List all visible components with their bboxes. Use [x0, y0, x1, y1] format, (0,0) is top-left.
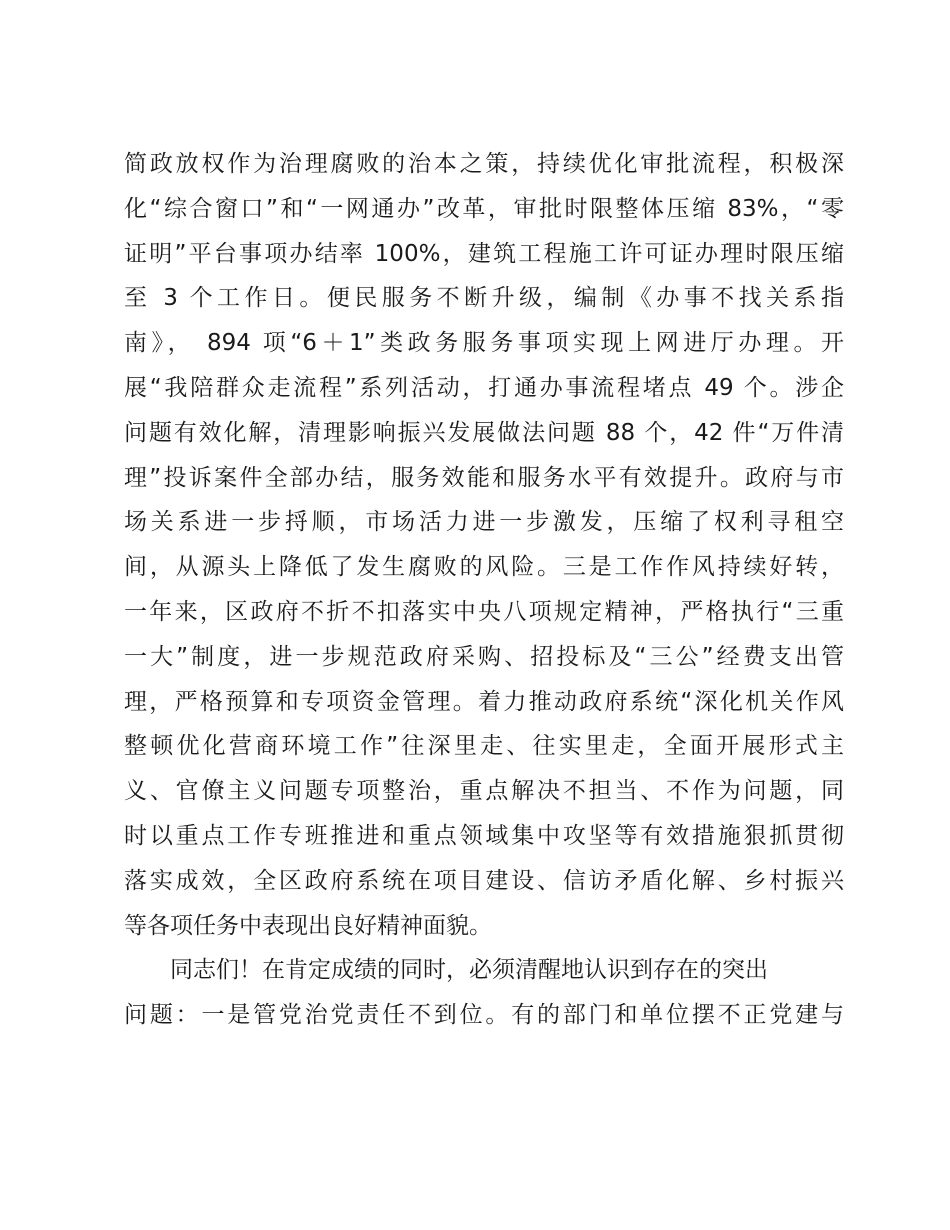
text-line: 时以重点工作专班推进和重点领域集中攻坚等有效措施狠抓贯彻 [124, 822, 844, 849]
text-line: 理”投诉案件全部办结，服务效能和服务水平有效提升。政府与市 [124, 464, 844, 491]
text-line: 简政放权作为治理腐败的治本之策，持续优化审批流程，积极深 [124, 151, 844, 177]
text-line: 证明”平台事项办结率 100%，建筑工程施工许可证办理时限压缩 [124, 240, 844, 267]
text-line: 化“综合窗口”和“一网通办”改革，审批时限整体压缩 83%，“零 [124, 195, 844, 222]
paragraph-start-line: 同志们！在肯定成绩的同时，必须清醒地认识到存在的突出 [170, 957, 768, 984]
paragraph-end-line: 等各项任务中表现出良好精神面貌。 [124, 912, 492, 939]
text-line: 落实成效，全区政府系统在项目建设、信访矛盾化解、乡村振兴 [124, 867, 844, 894]
text-line: 理，严格预算和专项资金管理。着力推动政府系统“深化机关作风 [124, 688, 844, 715]
text-line: 义、官僚主义问题专项整治，重点解决不担当、不作为问题，同 [124, 778, 844, 805]
text-line: 间，从源头上降低了发生腐败的风险。三是工作作风持续好转， [124, 554, 844, 581]
text-line: 问题有效化解，清理影响振兴发展做法问题 88 个，42 件“万件清 [124, 419, 844, 446]
text-line: 一年来，区政府不折不扣落实中央八项规定精神，严格执行“三重 [124, 598, 844, 625]
text-line: 问题：一是管党治党责任不到位。有的部门和单位摆不正党建与 [124, 1002, 844, 1029]
text-line: 南》， 894 项“6＋1”类政务服务事项实现上网进厅办理。开 [124, 330, 844, 357]
body-text [124, 142, 844, 1038]
text-line: 场关系进一步捋顺，市场活力进一步激发，压缩了权利寻租空 [124, 509, 844, 536]
text-line: 一大”制度，进一步规范政府采购、招投标及“三公”经费支出管 [124, 643, 844, 670]
text-line: 展“我陪群众走流程”系列活动，打通办事流程堵点 49 个。涉企 [124, 374, 844, 401]
text-line: 至 3 个工作日。便民服务不断升级，编制《办事不找关系指 [124, 285, 844, 312]
text-line: 整顿优化营商环境工作”往深里走、往实里走，全面开展形式主 [124, 733, 844, 760]
